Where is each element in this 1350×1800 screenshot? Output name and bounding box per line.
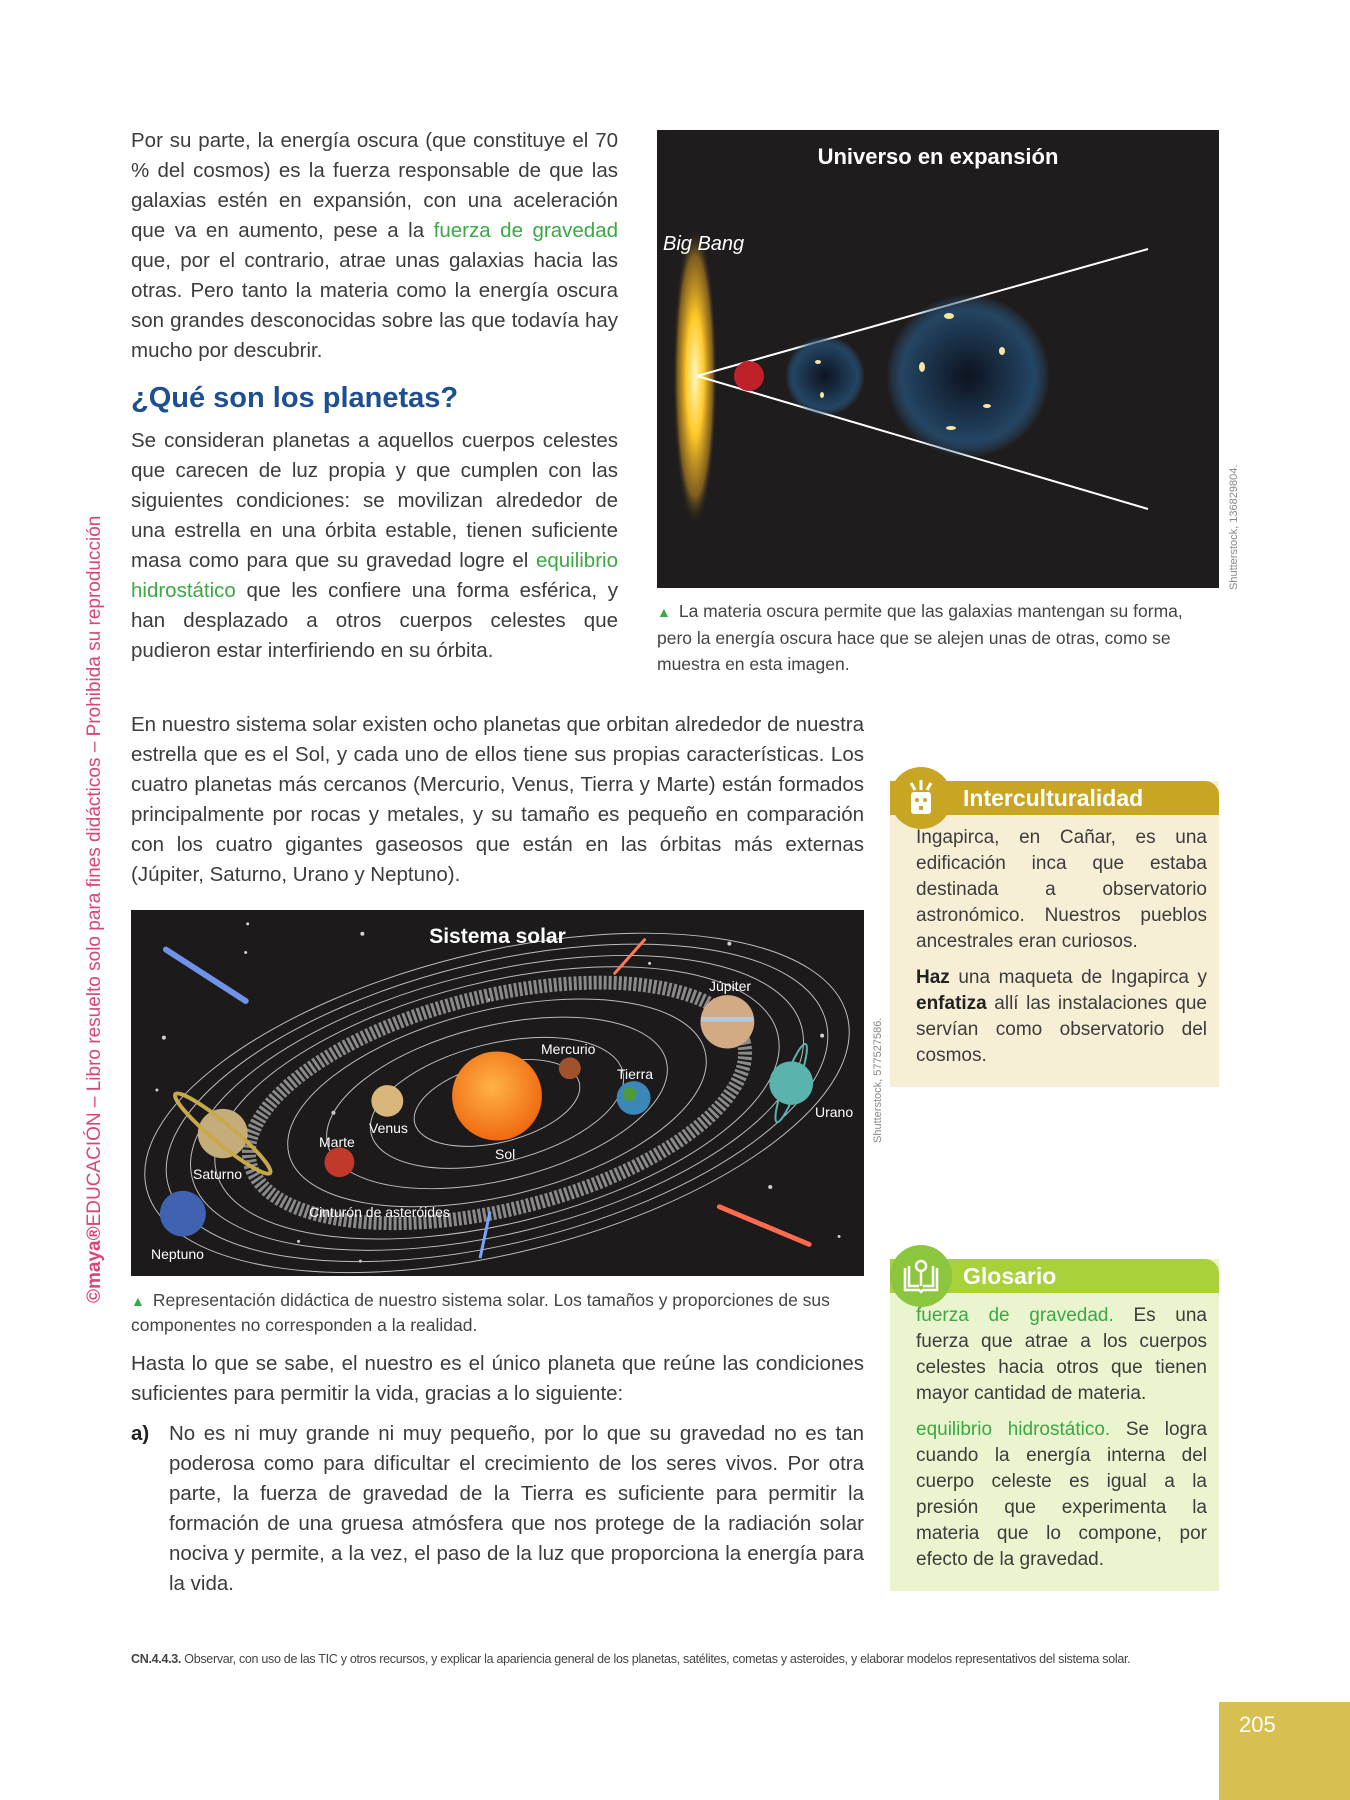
- triangle-icon: ▲: [131, 1293, 145, 1309]
- universe-credit: Shutterstock, 136829804.: [1228, 464, 1240, 590]
- label-mercury: Mercurio: [541, 1041, 596, 1057]
- current-universe-sphere: [886, 294, 1050, 458]
- label-venus: Venus: [369, 1120, 408, 1136]
- label-neptune: Neptuno: [151, 1246, 204, 1262]
- solar-credit: Shutterstock, 577527586.: [872, 1017, 884, 1143]
- label-asteroid-belt: Cinturón de asteróides: [309, 1204, 450, 1220]
- big-bang-label: Big Bang: [663, 233, 745, 255]
- label-jupiter: Júpiter: [709, 978, 752, 994]
- interculturalidad-text: Ingapirca, en Cañar, es una edificación inca que estaba destinada a observatorio astronómico. Nuestros pueblos ancestrales eran curiosos.: [916, 827, 1207, 952]
- glosario-box: [890, 1259, 1219, 1591]
- label-sun: Sol: [495, 1146, 516, 1162]
- section-title: ¿Qué son los planetas?: [131, 382, 459, 414]
- label-mars: Marte: [319, 1134, 355, 1150]
- glossary-link-gravedad[interactable]: fuerza de gravedad: [433, 219, 618, 242]
- label-uranus: Urano: [815, 1104, 854, 1120]
- sun: [452, 1051, 542, 1140]
- interculturalidad-activity: Haz una maqueta de Ingapirca y enfatiza allí las instalaciones que servían como observatorio del cosmos.: [916, 967, 1207, 1066]
- page-number: 205: [1219, 1702, 1350, 1800]
- mars: [324, 1147, 354, 1177]
- copyright-side-text: ©maya®EDUCACIÓN – Libro resuelto solo para fines didácticos – Prohibida su reproducción: [84, 515, 105, 1303]
- neptune: [160, 1191, 206, 1237]
- uranus: [769, 1061, 813, 1105]
- venus: [371, 1085, 403, 1117]
- main-column: [131, 126, 864, 1599]
- glossary-link-equilibrio[interactable]: equilibrio hidrostático: [131, 549, 618, 602]
- comet-blue: [166, 950, 246, 1001]
- universe-title: Universo en expansión: [817, 144, 1059, 169]
- interculturalidad-mask-icon: [890, 767, 952, 829]
- list-item-a: a) No es ni muy grande ni muy pequeño, por lo que su gravedad no es tan poderosa como para dificultar el crecimiento de los seres vivos. Por otra parte, la fuerza de gravedad de la Tierra es suficiente para permitir la formación de una gruesa atmósfera que nos protege de la radiación solar nociva y permite, a la vez, el paso de la luz que proporciona la energía para la vida.: [131, 1422, 864, 1595]
- left-column: [131, 126, 618, 698]
- glosario-book-icon: [890, 1245, 952, 1307]
- life-conditions-paragraph: Hasta lo que se sabe, el nuestro es el único planeta que reúne las condiciones suficientes para permitir la vida, gracias a lo siguiente:: [131, 1352, 864, 1405]
- interculturalidad-title: Interculturalidad: [890, 781, 1219, 815]
- triangle-icon: ▲: [657, 604, 671, 620]
- glosario-title: Glosario: [890, 1259, 1219, 1293]
- comet-orange: [719, 1207, 809, 1245]
- glosario-entry-equilibrio: equilibrio hidrostático. Se logra cuando la energía interna del cuerpo celeste es igual a la presión que experimenta la materia que lo compone, por efecto de la gravedad.: [916, 1419, 1208, 1570]
- label-saturn: Saturno: [193, 1166, 243, 1182]
- solar-caption: ▲ Representación didáctica de nuestro sistema solar. Los tamaños y proporciones de sus componentes no corresponden a la realidad.: [131, 1290, 830, 1335]
- glosario-entry-gravedad: fuerza de gravedad. Es una fuerza que atrae a los cuerpos celestes hacia otros que tienen mayor cantidad de materia.: [916, 1305, 1207, 1404]
- intro-paragraph: Por su parte, la energía oscura (que constituye el 70 % del cosmos) es la fuerza responsable de que las galaxias estén en expansión, con una aceleración que va en aumento, pese a la fuerza de gravedad que, por el contrario, atrae unas galaxias hacia las otras. Pero tanto la materia como la energía oscura son grandes desconocidas sobre las que todavía hay mucho por descubrir.: [131, 129, 618, 362]
- interculturalidad-box: [890, 781, 1219, 1087]
- universe-caption: ▲ La materia oscura permite que las galaxias mantengan su forma, pero la energía oscura hace que se alejen unas de otras, como se muestra en esta imagen.: [657, 601, 1183, 674]
- solar-title: Sistema solar: [429, 925, 566, 948]
- label-earth: Tierra: [617, 1066, 654, 1082]
- curriculum-footer: CN.4.4.3. Observar, con uso de las TIC y otros recursos, y explicar la apariencia general de los planetas, satélites, cometas y asteroides, y elaborar modelos representativos del sistema solar.: [131, 1652, 1131, 1666]
- planets-definition-paragraph: Se consideran planetas a aquellos cuerpos celestes que carecen de luz propia y que cumplen con las siguientes condiciones: se movilizan alrededor de una estrella en una órbita estable, tienen suficiente masa como para que su gravedad logre el equilibrio hidrostático que les confiere una forma esférica, y han desplazado a otros cuerpos celestes que pudieron estar interfiriendo en su órbita.: [131, 429, 618, 662]
- solar-system-image: [131, 910, 864, 1276]
- mercury: [559, 1057, 581, 1079]
- solar-system-paragraph: En nuestro sistema solar existen ocho planetas que orbitan alrededor de nuestra estrella que es el Sol, y cada uno de ellos tiene sus propias características. Los cuatro planetas más cercanos (Mercurio, Venus, Tierra y Marte) están formados principalmente por rocas y metales, y su tamaño es pequeño en comparación con los cuatro gigantes gaseosos que están en las órbitas más externas (Júpiter, Saturno, Urano y Neptuno).: [131, 713, 864, 886]
